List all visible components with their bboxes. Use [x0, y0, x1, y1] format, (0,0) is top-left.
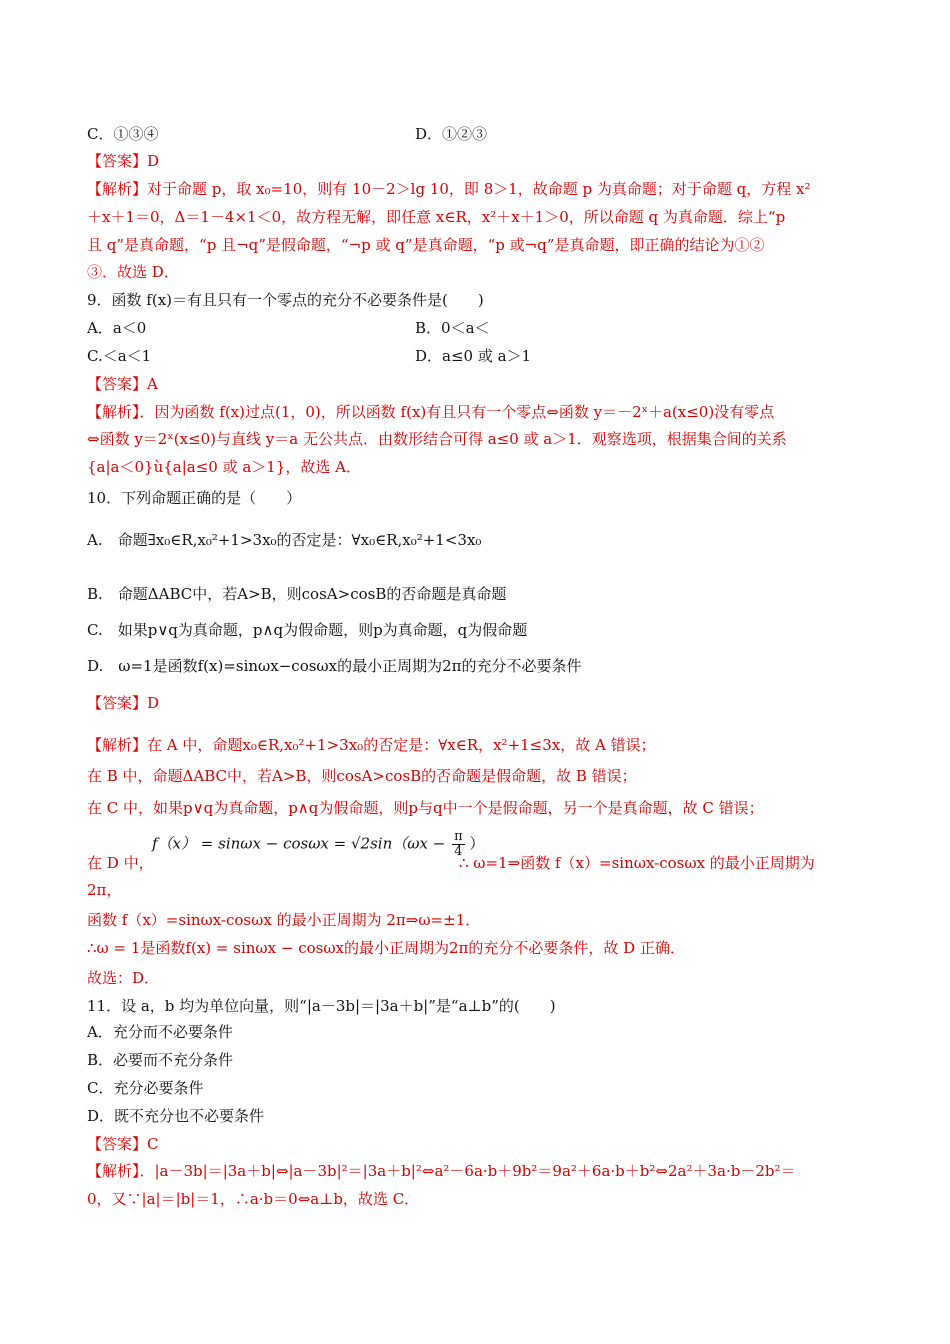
q11-option-a: A．充分而不必要条件	[87, 1023, 233, 1041]
q10-stem: 10．下列命题正确的是（ ）	[87, 489, 302, 507]
q10-explanation-line-3: 在 C 中，如果p∨q为真命题，p∧q为假命题，则p与q中一个是假命题，另一个是真命题，故 C 错误；	[87, 799, 764, 817]
q9-explanation-line-2: ⇔函数 y＝2ˣ(x≤0)与直线 y＝a 无公共点．由数形结合可得 a≤0 或 a＞1．观察选项，根据集合间的关系	[87, 430, 787, 448]
q8-explanation-line-1: 【解析】对于命题 p，取 x₀=10，则有 10－2＞lg 10，即 8＞1，故命题 p 为真命题；对于命题 q，方程 x²	[87, 180, 811, 198]
q9-option-a: A．a＜0	[87, 319, 147, 337]
fraction-denominator: 4	[454, 844, 463, 859]
q11-answer: 【答案】C	[87, 1135, 159, 1153]
q11-option-d: D．既不充分也不必要条件	[87, 1107, 265, 1125]
q11-option-c: C．充分必要条件	[87, 1079, 204, 1097]
q8-answer: 【答案】D	[87, 152, 160, 170]
q9-stem: 9．函数 f(x)＝有且只有一个零点的充分不必要条件是( )	[87, 291, 484, 309]
q10-explanation-line-4	[87, 853, 815, 873]
fraction-numerator: π	[454, 829, 463, 844]
q8-explanation-line-4: ③．故选 D．	[87, 263, 179, 281]
q11-option-b: B．必要而不充分条件	[87, 1051, 234, 1069]
q8-options-row	[87, 124, 488, 144]
q10-option-c: C. 如果p∨q为真命题，p∧q为假命题，则p为真命题，q为假命题	[87, 621, 528, 639]
q10-explanation-line-8: 故选：D．	[87, 969, 160, 987]
q9-answer: 【答案】A	[87, 375, 158, 393]
q11-stem: 11．设 a，b 均为单位向量，则“|a－3b|＝|3a＋b|”是“a⊥b”的( )	[87, 997, 556, 1015]
q9-option-c: C.＜a＜1	[87, 347, 152, 365]
q10-formula-line	[152, 830, 484, 859]
q10-explanation-line-5: 2π，	[87, 881, 122, 899]
q9-explanation-line-3: {a|a＜0}ù{a|a≤0 或 a＞1}，故选 A．	[87, 458, 361, 476]
q8-option-c: C．①③④	[87, 125, 159, 143]
q10-explanation-line-2: 在 B 中，命题ΔABC中，若A>B，则cosA>cosB的否命题是假命题，故 B 错误；	[87, 767, 637, 785]
q8-explanation-line-2: ＋x＋1＝0，Δ＝1－4×1＜0，故方程无解，即任意 x∈R，x²＋x＋1＞0，所以命题 q 为真命题．综上“p	[87, 208, 786, 226]
q11-explanation-line-1: 【解析】．|a－3b|＝|3a＋b|⇔|a－3b|²＝|3a＋b|²⇔a²－6a·b＋9b²＝9a²＋6a·b＋b²⇔2a²＋3a·b－2b²＝	[87, 1162, 796, 1180]
q11-explanation-line-2: 0，又∵|a|＝|b|＝1，∴a·b＝0⇔a⊥b，故选 C．	[87, 1190, 420, 1208]
q9-explanation-line-1: 【解析】．因为函数 f(x)过点(1，0)，所以函数 f(x)有且只有一个零点⇔函数 y＝－2ˣ＋a(x≤0)没有零点	[87, 403, 775, 421]
q10-explanation-line-1: 【解析】在 A 中，命题x₀∈R,x₀²+1>3x₀的否定是：∀x∈R，x²+1≤3x，故 A 错误；	[87, 736, 656, 754]
q10-explanation-line-7: ∴ω = 1是函数f(x) = sinωx − cosωx的最小正周期为2π的充分不必要条件，故 D 正确．	[87, 939, 685, 957]
q8-option-d: D．①②③	[415, 125, 488, 143]
q10-option-b: B. 命题ΔABC中，若A>B，则cosA>cosB的否命题是真命题	[87, 585, 507, 603]
q10-d-prefix: 在 D 中，	[87, 854, 154, 872]
q10-formula-close: ）	[469, 834, 485, 853]
q10-explanation-line-6: 函数 f（x）=sinωx-cosωx 的最小正周期为 2π⇒ω=±1．	[87, 911, 481, 929]
q10-answer: 【答案】D	[87, 694, 160, 712]
q8-explanation-line-3: 且 q”是真命题，“p 且¬q”是假命题，“¬p 或 q”是真命题，“p 或¬q”是真命题，即正确的结论为①②	[87, 236, 765, 254]
q10-d-conclusion: ∴ ω=1⇒函数 f（x）=sinωx-cosωx 的最小正周期为	[459, 854, 815, 872]
q9-option-b: B．0＜a＜	[415, 319, 490, 337]
q10-formula-text: f（x） = sinωx − cosωx = √2sin（ωx −	[152, 834, 446, 853]
q10-option-d: D. ω=1是函数f(x)=sinωx−cosωx的最小正周期为2π的充分不必要条件	[87, 657, 582, 675]
q10-option-a: A. 命题∃x₀∈R,x₀²+1>3x₀的否定是：∀x₀∈R,x₀²+1<3x₀	[87, 531, 482, 549]
q9-option-d: D．a≤0 或 a＞1	[415, 347, 532, 365]
q9-options-row-1	[87, 318, 490, 338]
q9-options-row-2	[87, 346, 532, 366]
